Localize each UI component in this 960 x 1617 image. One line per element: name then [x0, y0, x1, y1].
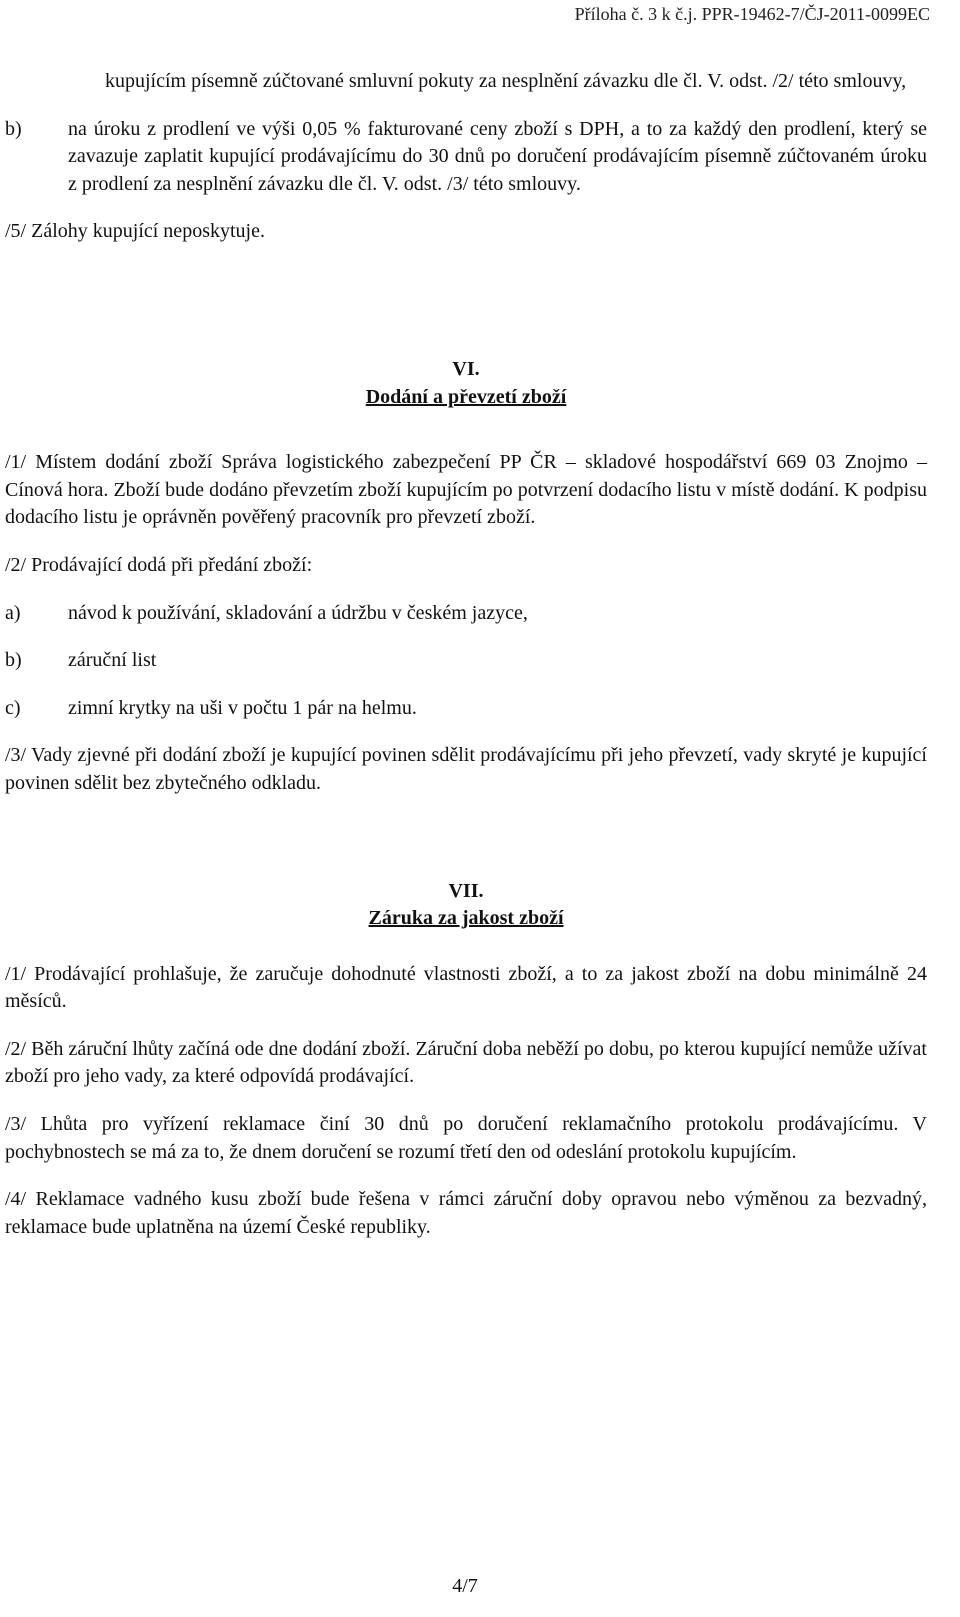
list-item-c-text: zimní krytky na uši v počtu 1 pár na helmu.: [68, 696, 417, 719]
list-item-b-text: záruční list: [68, 649, 157, 672]
paragraph-vii-2: /2/ Běh záruční lhůty začíná ode dne dodání zboží. Záruční doba neběží po dobu, po kterou kupující nemůže užívat zboží pro jeho vady, za které odpovídá prodávající.: [5, 1037, 927, 1088]
list-item-c-mark: c): [5, 696, 21, 719]
clause-b: [5, 116, 927, 199]
paragraph-vii-4: /4/ Reklamace vadného kusu zboží bude řešena v rámci záruční doby opravou nebo výměnou za bezvadný, reklamace bude uplatněna na území České republiky.: [5, 1188, 927, 1238]
page-body: [5, 68, 927, 1241]
paragraph-vii-1: /1/ Prodávající prohlašuje, že zaručuje dohodnuté vlastnosti zboží, a to za jakost zboží na dobu minimálně 24 měsíců.: [5, 962, 927, 1013]
list-item-b-mark: b): [5, 649, 22, 672]
paragraph-v-5: /5/ Zálohy kupující neposkytuje.: [5, 220, 265, 243]
clause-b-text: na úroku z prodlení ve výši 0,05 % fakturované ceny zboží s DPH, a to za každý den prodlení, který se zavazuje zaplatit kupující prodávajícímu do 30 dnů po doručení prodávajícím písemně zúčtovaném úroku z prodlení za nesplnění závazku dle čl. V. odst. /3/ této smlouvy.: [68, 117, 927, 195]
section-vii-number: VII.: [448, 879, 484, 902]
paragraph-vi-1: /1/ Místem dodání zboží Správa logistického zabezpečení PP ČR – skladové hospodářství 669 03 Znojmo – Cínová hora. Zboží bude dodáno převzetím zboží kupujícím po potvrzení dodacího listu v místě dodání. K podpisu dodacího listu je oprávněn pověřený pracovník pro převzetí zboží.: [5, 451, 927, 529]
list-item-a-mark: a): [5, 601, 21, 624]
document-reference-header: Příloha č. 3 k č.j. PPR-19462-7/ČJ-2011-0099EC: [574, 4, 930, 24]
clause-a-continuation: kupujícím písemně zúčtované smluvní pokuty za nesplnění závazku dle čl. V. odst. /2/ této smlouvy,: [105, 70, 907, 92]
section-vi-title: Dodání a převzetí zboží: [365, 385, 567, 408]
list-item-c: [5, 695, 927, 723]
paragraph-vii-3: /3/ Lhůta pro vyřízení reklamace činí 30 dnů po doručení reklamačního protokolu prodávajícímu. V pochybnostech se má za to, že dnem doručení se rozumí třetí den od odeslání protokolu kupujícím.: [5, 1113, 927, 1163]
clause-b-mark: b): [5, 117, 22, 140]
paragraph-vi-2: /2/ Prodávající dodá při předání zboží:: [5, 553, 313, 576]
list-item-b: [5, 647, 927, 675]
list-item-a: [5, 600, 927, 628]
section-vi-number: VI.: [452, 357, 480, 380]
list-item-a-text: návod k používání, skladování a údržbu v českém jazyce,: [68, 601, 528, 624]
paragraph-vi-3: /3/ Vady zjevné při dodání zboží je kupující povinen sdělit prodávajícímu při jeho převzetí, vady skryté je kupující povinen sdělit bez zbytečného odkladu.: [5, 744, 927, 794]
section-vii-title: Záruka za jakost zboží: [368, 907, 564, 930]
page-number: 4/7: [452, 1575, 478, 1597]
